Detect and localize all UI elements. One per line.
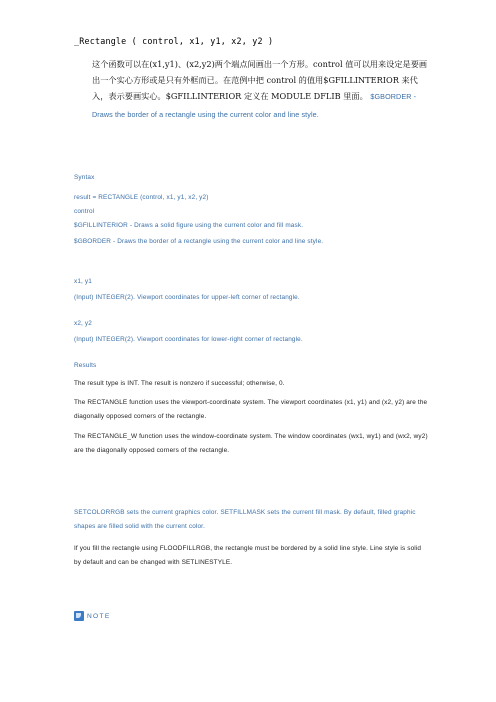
- xy2-desc: (Input) INTEGER(2). Viewport coordinates for lower-right corner of rectangle.: [74, 336, 303, 343]
- results-label: Results: [74, 362, 97, 369]
- fill-interior-desc: $GFILLINTERIOR - Draws a solid figure using the current color and fill mask.: [74, 222, 304, 229]
- intro-gborder-text: $GBORDER - Draws the border of a rectangle using the current color and line style.: [92, 92, 417, 119]
- function-heading: _Rectangle ( control, x1, y1, x2, y2 ): [74, 36, 274, 46]
- control-label: control: [74, 208, 95, 215]
- results-viewport-text: The RECTANGLE function uses the viewport-coordinate system. The viewport coordinates (x1, y1) and (x2, y2) are the diagonally opposed corners of the rectangle.: [74, 399, 428, 420]
- intro-paragraph: [92, 56, 432, 123]
- border-desc: $GBORDER - Draws the border of a rectangle using the current color and line style.: [74, 238, 324, 245]
- results-type-text: The result type is INT. The result is nonzero if successful; otherwise, 0.: [74, 380, 285, 387]
- results-floodfill-text: If you fill the rectangle using FLOODFILLRGB, the rectangle must be bordered by a solid line style. Line style is solid by default and can be changed with SETLINESTYLE.: [74, 545, 422, 566]
- syntax-label: Syntax: [74, 174, 95, 181]
- xy1-desc: (Input) INTEGER(2). Viewport coordinates for upper-left corner of rectangle.: [74, 294, 300, 301]
- note-icon: [74, 611, 84, 621]
- xy1-label: x1, y1: [74, 278, 92, 285]
- note-callout: [74, 611, 111, 621]
- note-label: NOTE: [87, 612, 111, 620]
- intro-chinese-text: 这个函数可以在(x1,y1)、(x2,y2)两个端点间画出一个方形。control 值可以用来设定是要画出一个实心方形或是只有外框而已。在范例中把 control 的值用$GFILLINTERIOR 来代入，表示要画实心。$GFILLINTERIOR 定义在 MODULE DFLIB 里面。: [92, 59, 428, 102]
- results-setcolor-text: SETCOLORRGB sets the current graphics color. SETFILLMASK sets the current fill mask. By default, filled graphic shapes are filled solid with the current color.: [74, 509, 416, 530]
- results-window-text: The RECTANGLE_W function uses the window-coordinate system. The window coordinates (wx1, wy1) and (wx2, wy2) are the diagonally opposed corners of the rectangle.: [74, 433, 428, 454]
- xy2-label: x2, y2: [74, 320, 92, 327]
- syntax-signature: result = RECTANGLE (control, x1, y1, x2, y2): [74, 194, 209, 201]
